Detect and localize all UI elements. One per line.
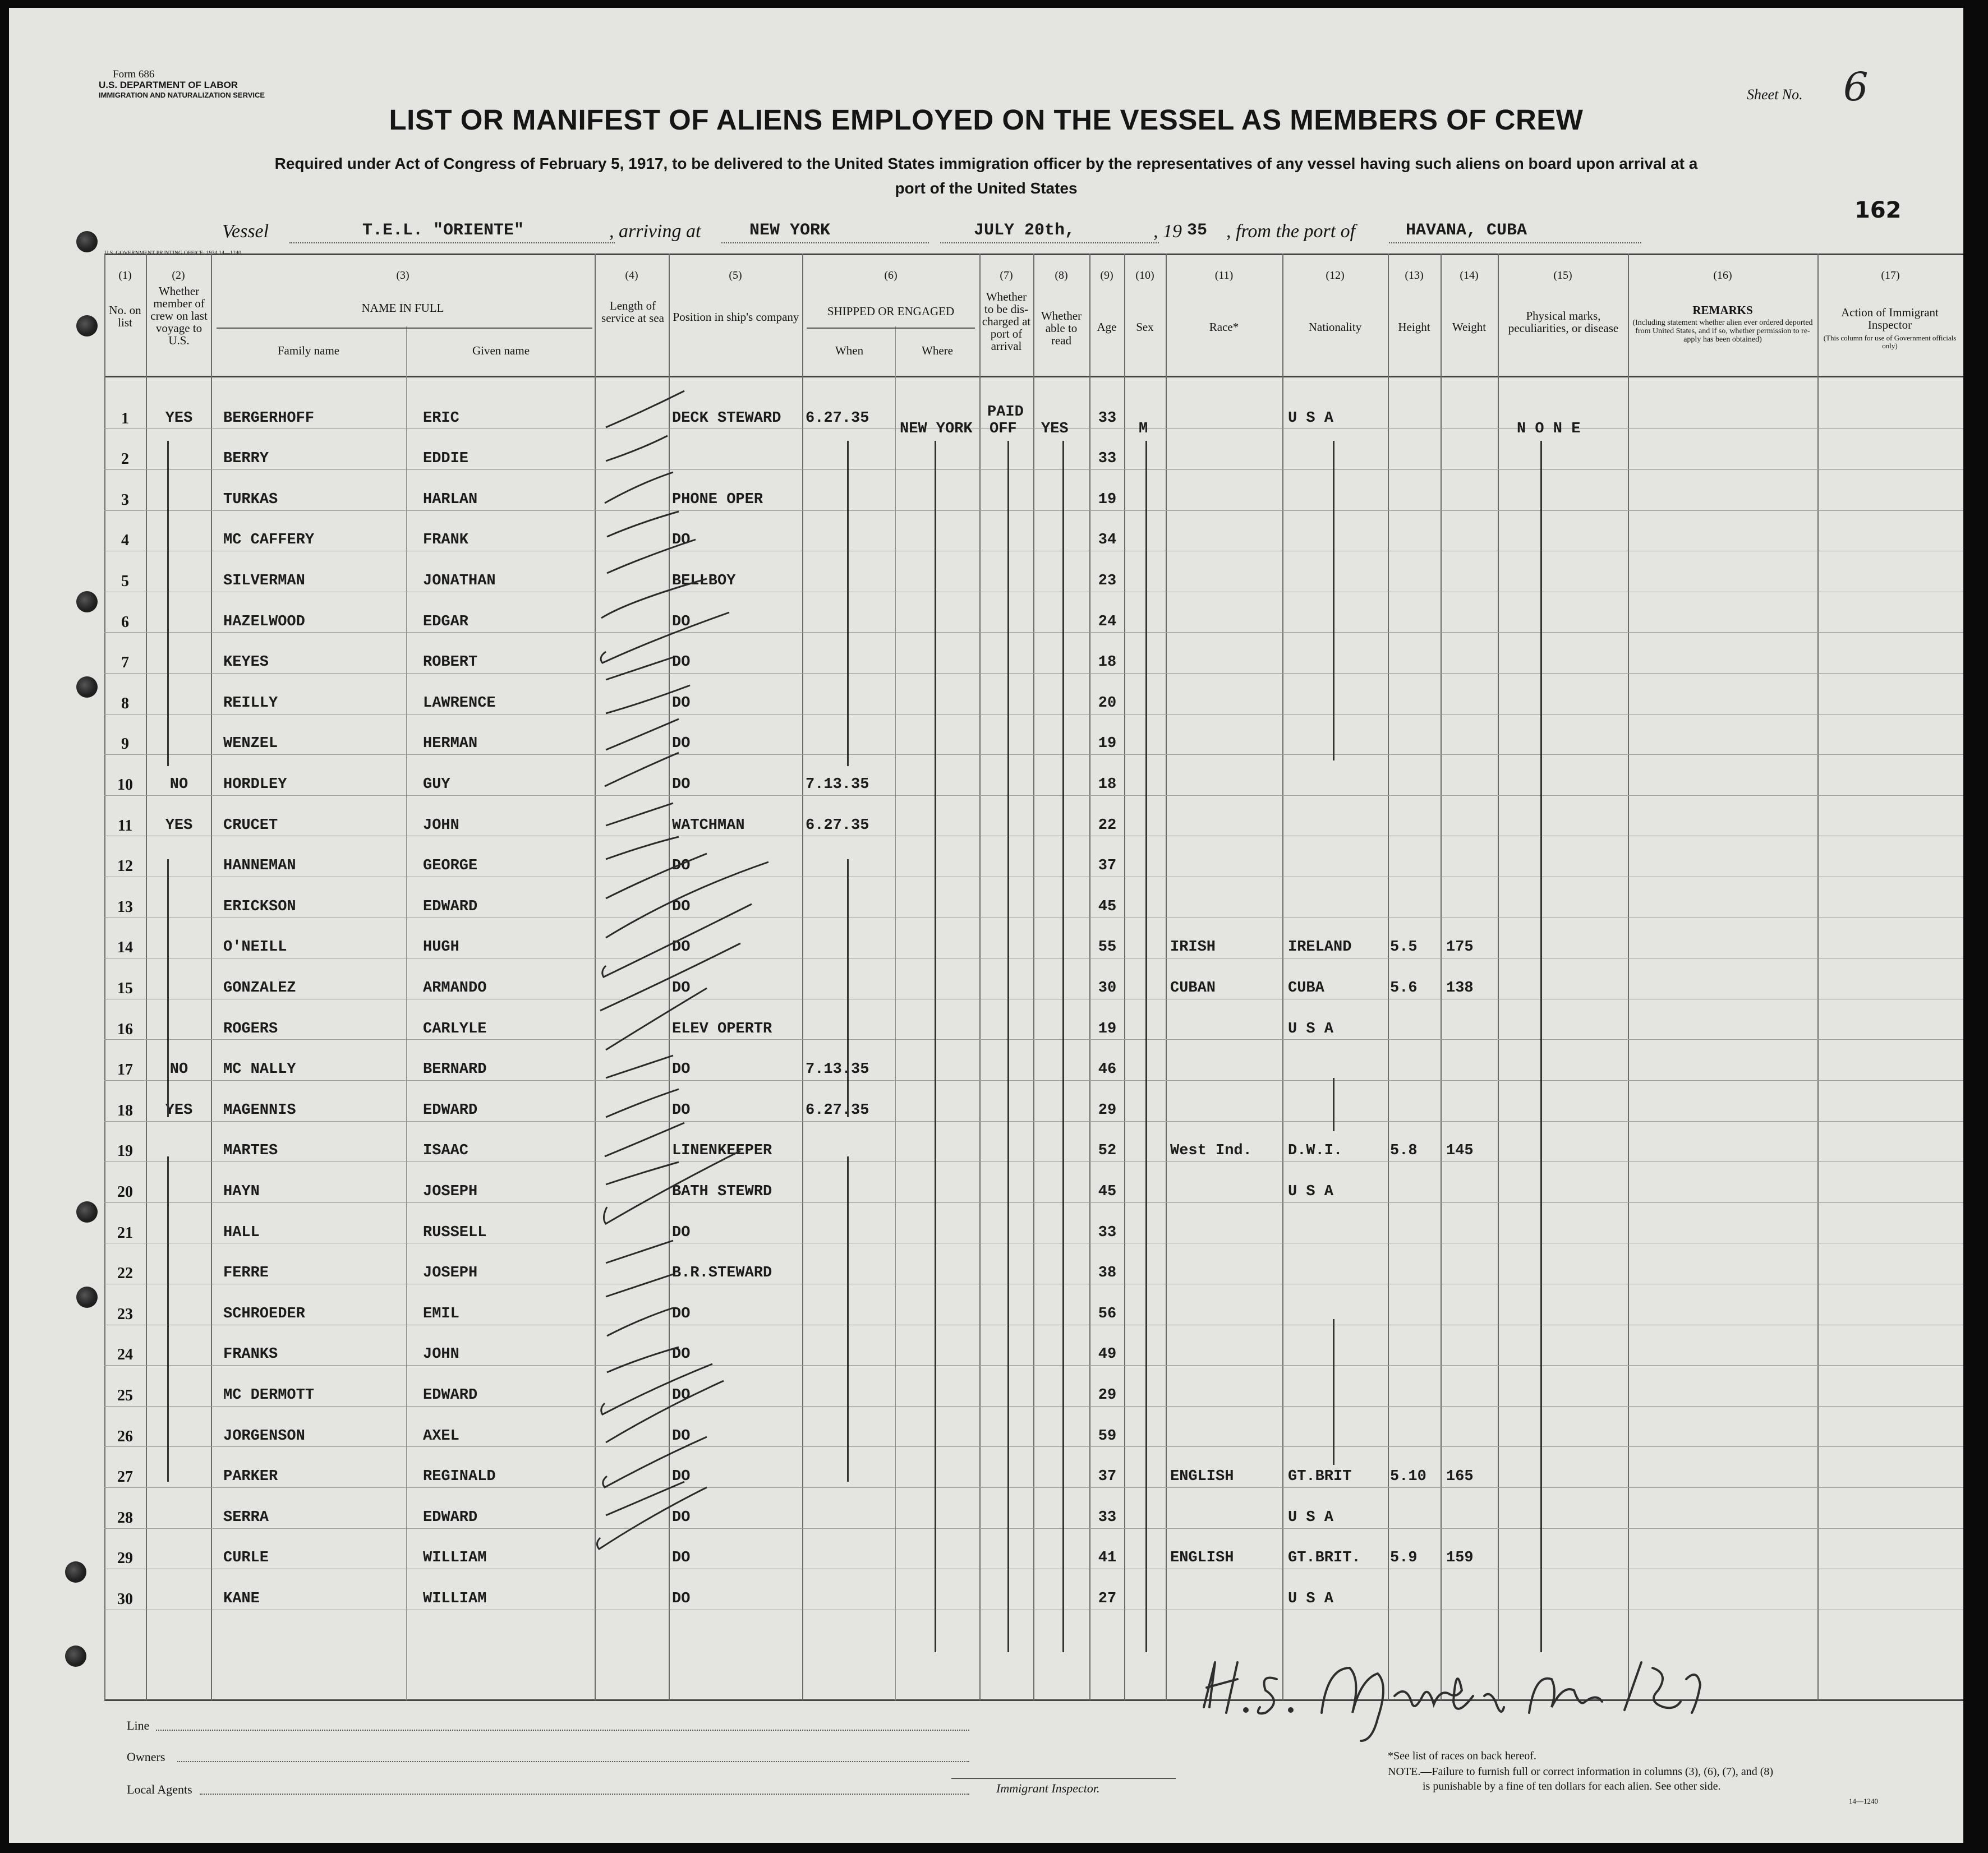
row-12-given: GEORGE [423, 858, 478, 874]
row-1-last: YES [165, 410, 193, 427]
row-20-position: BATH STEWRD [672, 1183, 772, 1200]
row-17-age: 46 [1098, 1061, 1117, 1078]
arriving-label: , arriving at [609, 221, 701, 242]
header-inspector-note: (This column for use of Government officials only) [1823, 334, 1957, 350]
header-height: Height [1398, 320, 1430, 334]
row-20-given: JOSEPH [423, 1183, 478, 1200]
footer-owners-label: Owners [127, 1750, 165, 1764]
footer-race-note: *See list of races on back hereof. [1388, 1750, 1536, 1762]
row-29-height: 5.9 [1390, 1550, 1418, 1566]
row-21-no: 21 [117, 1224, 133, 1242]
row-22-position: B.R.STEWARD [672, 1265, 772, 1282]
row-19-no: 19 [117, 1142, 133, 1160]
row-22-age: 38 [1098, 1265, 1117, 1282]
footer-inspector-label: Immigrant Inspector. [996, 1781, 1100, 1795]
row-5-position: BELLBOY [672, 573, 736, 589]
row-27-position: DO [672, 1468, 691, 1485]
row-16-age: 19 [1098, 1021, 1117, 1038]
row-27-weight: 165 [1446, 1468, 1474, 1485]
row-4-age: 34 [1098, 532, 1117, 548]
row-10-when: 7.13.35 [806, 776, 869, 793]
row-17-family: MC NALLY [223, 1061, 296, 1078]
row-26-position: DO [672, 1428, 691, 1445]
row-21-family: HALL [223, 1224, 260, 1241]
row-17-when: 7.13.35 [806, 1061, 869, 1078]
row-22-family: FERRE [223, 1265, 269, 1282]
header-able-to-read: Whether able to read [1041, 309, 1082, 347]
row-23-age: 56 [1098, 1306, 1117, 1322]
row-11-no: 11 [117, 817, 133, 835]
punch-hole [65, 1561, 86, 1583]
ditto-mark [167, 1156, 169, 1482]
row-15-family: GONZALEZ [223, 980, 296, 997]
row-7-age: 18 [1098, 654, 1117, 671]
row-22-given: JOSEPH [423, 1265, 478, 1282]
row-5-family: SILVERMAN [223, 573, 305, 589]
column-number: (16) [1713, 269, 1732, 282]
row-17-given: BERNARD [423, 1061, 487, 1078]
row-10-age: 18 [1098, 776, 1117, 793]
row-27-no: 27 [117, 1468, 133, 1486]
row-16-position: ELEV OPERTR [672, 1021, 772, 1038]
header-sex: Sex [1136, 320, 1154, 334]
ditto-mark [1540, 441, 1542, 1652]
subtitle-line-1: Required under Act of Congress of February 5, 1917, to be delivered to the United States immigration officer by the representatives of any vessel having such aliens on board upon arrival at a [274, 155, 1698, 172]
row-15-no: 15 [117, 980, 133, 997]
row-30-no: 30 [117, 1591, 133, 1608]
row-25-family: MC DERMOTT [223, 1387, 315, 1404]
column-number: (13) [1405, 269, 1424, 282]
row-1-discharged: OFF [990, 421, 1017, 437]
row-6-given: EDGAR [423, 614, 469, 630]
arrival-port: NEW YORK [749, 221, 831, 240]
row-21-age: 33 [1098, 1224, 1117, 1241]
row-19-family: MARTES [223, 1142, 278, 1159]
header-family-name: Family name [277, 344, 340, 357]
row-7-position: DO [672, 654, 691, 671]
row-15-height: 5.6 [1390, 980, 1418, 997]
row-3-family: TURKAS [223, 491, 278, 508]
row-29-position: DO [672, 1550, 691, 1566]
row-15-position: DO [672, 980, 691, 997]
row-11-when: 6.27.35 [806, 817, 869, 834]
header-where: Where [922, 344, 953, 357]
row-26-given: AXEL [423, 1428, 459, 1445]
column-number: (17) [1881, 269, 1900, 282]
signature-text [1198, 1735, 1204, 1736]
from-port-label: , from the port of [1226, 221, 1356, 242]
row-11-position: WATCHMAN [672, 817, 745, 834]
row-8-position: DO [672, 695, 691, 712]
header-weight: Weight [1452, 320, 1487, 334]
row-13-given: EDWARD [423, 898, 478, 915]
row-14-weight: 175 [1446, 939, 1474, 956]
row-3-given: HARLAN [423, 491, 478, 508]
row-29-weight: 159 [1446, 1550, 1474, 1566]
row-10-family: HORDLEY [223, 776, 287, 793]
department-name: U.S. DEPARTMENT OF LABOR [99, 80, 238, 90]
row-8-no: 8 [121, 695, 129, 712]
row-6-position: DO [672, 614, 691, 630]
vessel-label: Vessel [222, 221, 269, 242]
row-18-position: DO [672, 1102, 691, 1119]
row-3-position: PHONE OPER [672, 491, 763, 508]
row-5-age: 23 [1098, 573, 1117, 589]
row-10-no: 10 [117, 776, 133, 794]
row-2-age: 33 [1098, 450, 1117, 467]
manifest-sheet [9, 8, 1963, 1843]
row-1-given: ERIC [423, 410, 459, 427]
row-9-family: WENZEL [223, 735, 278, 752]
header-physical-marks: Physical marks, peculiarities, or disease [1508, 309, 1619, 335]
row-14-age: 55 [1098, 939, 1117, 956]
row-18-age: 29 [1098, 1102, 1117, 1119]
row-8-family: REILLY [223, 695, 278, 712]
ditto-mark [935, 441, 936, 1652]
row-15-nat: CUBA [1288, 980, 1324, 997]
row-15-age: 30 [1098, 980, 1117, 997]
row-13-no: 13 [117, 898, 133, 916]
row-12-no: 12 [117, 858, 133, 875]
column-number: (4) [625, 269, 638, 282]
service-name: IMMIGRATION AND NATURALIZATION SERVICE [99, 91, 265, 99]
year-prefix: , 19 [1153, 221, 1182, 242]
row-20-age: 45 [1098, 1183, 1117, 1200]
row-22-no: 22 [117, 1265, 133, 1282]
row-27-height: 5.10 [1390, 1468, 1426, 1485]
column-number: (7) [1000, 269, 1013, 282]
row-1-no: 1 [121, 410, 129, 427]
inspector-check-marks [595, 388, 830, 1700]
row-11-family: CRUCET [223, 817, 278, 834]
row-29-race: ENGLISH [1170, 1550, 1234, 1566]
row-18-no: 18 [117, 1102, 133, 1119]
header-last-voyage: Whether member of crew on last voyage to U.S. [150, 284, 208, 347]
column-number: (15) [1553, 269, 1572, 282]
row-30-age: 27 [1098, 1591, 1117, 1607]
row-4-given: FRANK [423, 532, 469, 548]
row-13-age: 45 [1098, 898, 1117, 915]
row-14-given: HUGH [423, 939, 459, 956]
row-9-given: HERMAN [423, 735, 478, 752]
row-5-no: 5 [121, 573, 129, 590]
row-15-weight: 138 [1446, 980, 1474, 997]
row-24-no: 24 [117, 1346, 133, 1363]
header-position: Position in ship's company [673, 310, 799, 324]
row-10-given: GUY [423, 776, 450, 793]
column-number: (14) [1460, 269, 1479, 282]
ditto-mark [847, 441, 849, 766]
row-1-discharged-top: PAID [987, 404, 1024, 421]
row-11-last: YES [165, 817, 193, 834]
row-15-given: ARMANDO [423, 980, 487, 997]
row-10-position: DO [672, 776, 691, 793]
row-25-position: DO [672, 1387, 691, 1404]
row-25-given: EDWARD [423, 1387, 478, 1404]
row-14-no: 14 [117, 939, 133, 956]
footer-note: NOTE.—Failure to furnish full or correct information in columns (3), (6), (7), and (8) [1388, 1766, 1774, 1778]
column-number: (2) [172, 269, 185, 282]
row-1-position: DECK STEWARD [672, 410, 781, 427]
row-12-family: HANNEMAN [223, 858, 296, 874]
form-number: Form 686 [113, 68, 155, 80]
column-number: (8) [1055, 269, 1068, 282]
subtitle-line-2: port of the United States [895, 179, 1078, 197]
footer-form-code: 14—1240 [1849, 1797, 1878, 1805]
row-23-no: 23 [117, 1306, 133, 1323]
row-18-when: 6.27.35 [806, 1102, 869, 1119]
row-23-position: DO [672, 1306, 691, 1322]
row-15-race: CUBAN [1170, 980, 1216, 997]
row-16-no: 16 [117, 1021, 133, 1038]
row-26-age: 59 [1098, 1428, 1117, 1445]
row-19-given: ISAAC [423, 1142, 469, 1159]
header-discharged: Whether to be dis-charged at port of arrival [982, 290, 1031, 353]
punch-hole [76, 591, 98, 612]
row-7-family: KEYES [223, 654, 269, 671]
row-30-position: DO [672, 1591, 691, 1607]
row-24-position: DO [672, 1346, 691, 1363]
row-27-race: ENGLISH [1170, 1468, 1234, 1485]
sheet-number: 6 [1843, 64, 1869, 110]
punch-hole [76, 676, 98, 698]
row-13-position: DO [672, 898, 691, 915]
header-list-number: No. on list [109, 303, 141, 329]
header-shipped-engaged: SHIPPED OR ENGAGED [827, 305, 955, 318]
ditto-mark [167, 441, 169, 766]
ditto-mark [1062, 441, 1064, 1652]
row-24-given: JOHN [423, 1346, 459, 1363]
header-race: Race* [1209, 320, 1239, 334]
inspector-signature-image [1193, 1645, 1720, 1746]
row-3-age: 19 [1098, 491, 1117, 508]
row-14-nat: IRELAND [1288, 939, 1352, 956]
row-9-no: 9 [121, 735, 129, 753]
row-27-family: PARKER [223, 1468, 278, 1485]
row-7-no: 7 [121, 654, 129, 671]
row-14-height: 5.5 [1390, 939, 1418, 956]
row-14-position: DO [672, 939, 691, 956]
row-13-family: ERICKSON [223, 898, 296, 915]
header-when: When [835, 344, 864, 357]
row-24-age: 49 [1098, 1346, 1117, 1363]
sheet-label: Sheet No. [1747, 86, 1803, 103]
row-29-family: CURLE [223, 1550, 269, 1566]
row-23-family: SCHROEDER [223, 1306, 305, 1322]
column-number: (6) [884, 269, 898, 282]
row-20-no: 20 [117, 1183, 133, 1201]
column-number: (10) [1135, 269, 1154, 282]
row-4-position: DO [672, 532, 691, 548]
arrival-date: JULY 20th, [974, 221, 1075, 240]
row-25-age: 29 [1098, 1387, 1117, 1404]
row-4-no: 4 [121, 532, 129, 549]
punch-hole [65, 1645, 86, 1667]
row-29-no: 29 [117, 1550, 133, 1567]
row-29-given: WILLIAM [423, 1550, 487, 1566]
row-16-given: CARLYLE [423, 1021, 487, 1038]
column-number: (9) [1100, 269, 1113, 282]
row-29-age: 41 [1098, 1550, 1117, 1566]
row-18-given: EDWARD [423, 1102, 478, 1119]
ditto-mark [1333, 1319, 1334, 1465]
row-6-age: 24 [1098, 614, 1117, 630]
printing-office: U.S. GOVERNMENT PRINTING OFFICE: 1934 14—1240 [104, 250, 241, 256]
row-1-age: 33 [1098, 410, 1117, 427]
row-19-nat: D.W.I. [1288, 1142, 1343, 1159]
row-16-family: ROGERS [223, 1021, 278, 1038]
row-28-given: EDWARD [423, 1509, 478, 1526]
row-28-position: DO [672, 1509, 691, 1526]
punch-hole [76, 1287, 98, 1308]
row-1-able-to-read: YES [1041, 421, 1069, 437]
row-11-given: JOHN [423, 817, 459, 834]
row-1-sex: M [1139, 421, 1148, 437]
row-7-given: ROBERT [423, 654, 478, 671]
row-30-nat: U S A [1288, 1591, 1334, 1607]
row-1-nat: U S A [1288, 410, 1334, 427]
row-19-race: West Ind. [1170, 1142, 1252, 1159]
ditto-mark [1333, 1078, 1334, 1131]
row-17-position: DO [672, 1061, 691, 1078]
stamp-number: 162 [1854, 197, 1902, 223]
row-28-nat: U S A [1288, 1509, 1334, 1526]
row-8-age: 20 [1098, 695, 1117, 712]
page-title: LIST OR MANIFEST OF ALIENS EMPLOYED ON THE VESSEL AS MEMBERS OF CREW [389, 104, 1584, 136]
row-6-no: 6 [121, 614, 129, 631]
punch-hole [76, 315, 98, 337]
row-20-family: HAYN [223, 1183, 260, 1200]
row-28-family: SERRA [223, 1509, 269, 1526]
header-remarks: REMARKS [1692, 303, 1753, 317]
row-9-age: 19 [1098, 735, 1117, 752]
row-19-age: 52 [1098, 1142, 1117, 1159]
row-18-last: YES [165, 1102, 193, 1119]
row-20-nat: U S A [1288, 1183, 1334, 1200]
row-3-no: 3 [121, 491, 129, 509]
ditto-mark [1333, 441, 1334, 760]
header-nationality: Nationality [1308, 320, 1362, 334]
row-4-family: MC CAFFERY [223, 532, 315, 548]
row-2-given: EDDIE [423, 450, 469, 467]
row-1-where: NEW YORK [900, 421, 973, 437]
header-remarks-note: (Including statement whether alien ever ordered deported from United States, and if so, whether permission to re-apply has been obtained) [1632, 319, 1813, 344]
row-19-height: 5.8 [1390, 1142, 1418, 1159]
row-9-position: DO [672, 735, 691, 752]
row-1-when: 6.27.35 [806, 410, 869, 427]
row-19-position: LINENKEEPER [672, 1142, 772, 1159]
column-number: (11) [1214, 269, 1234, 282]
row-2-family: BERRY [223, 450, 269, 467]
row-30-family: KANE [223, 1591, 260, 1607]
arrival-year: 35 [1187, 221, 1208, 240]
ditto-mark [1145, 441, 1147, 1652]
row-6-family: HAZELWOOD [223, 614, 305, 630]
row-10-last: NO [169, 776, 188, 793]
row-19-weight: 145 [1446, 1142, 1474, 1159]
punch-hole [76, 231, 98, 252]
ditto-mark [847, 859, 849, 1117]
row-28-no: 28 [117, 1509, 133, 1527]
row-24-family: FRANKS [223, 1346, 278, 1363]
column-number: (5) [729, 269, 742, 282]
row-11-age: 22 [1098, 817, 1117, 834]
row-17-no: 17 [117, 1061, 133, 1078]
row-23-given: EMIL [423, 1306, 459, 1322]
row-29-nat: GT.BRIT. [1288, 1550, 1361, 1566]
row-17-last: NO [169, 1061, 188, 1078]
header-inspector-action: Action of Immigrant Inspector [1841, 306, 1939, 331]
header-given-name: Given name [472, 344, 530, 357]
row-18-family: MAGENNIS [223, 1102, 296, 1119]
crew-table [104, 253, 1963, 1700]
row-27-age: 37 [1098, 1468, 1117, 1485]
row-16-nat: U S A [1288, 1021, 1334, 1038]
row-1-family: BERGERHOFF [223, 410, 315, 427]
column-number: (3) [396, 269, 409, 282]
row-21-position: DO [672, 1224, 691, 1241]
row-28-age: 33 [1098, 1509, 1117, 1526]
row-14-race: IRISH [1170, 939, 1216, 956]
row-12-position: DO [672, 858, 691, 874]
header-length-of-service: Length of service at sea [601, 299, 664, 325]
row-30-given: WILLIAM [423, 1591, 487, 1607]
ditto-mark [1007, 441, 1009, 1652]
row-25-no: 25 [117, 1387, 133, 1404]
row-12-age: 37 [1098, 858, 1117, 874]
column-number: (1) [118, 269, 132, 282]
header-age: Age [1097, 320, 1117, 334]
footer-agents-label: Local Agents [127, 1782, 192, 1796]
footer-note-2: is punishable by a fine of ten dollars for each alien. See other side. [1423, 1780, 1721, 1792]
ditto-mark [847, 1156, 849, 1482]
row-21-given: RUSSELL [423, 1224, 487, 1241]
row-1-physical-marks: N O N E [1517, 421, 1581, 437]
column-number: (12) [1326, 269, 1345, 282]
footer-line-label: Line [127, 1718, 150, 1732]
ditto-mark [167, 859, 169, 1117]
row-26-no: 26 [117, 1428, 133, 1445]
row-14-family: O'NEILL [223, 939, 287, 956]
row-26-family: JORGENSON [223, 1428, 305, 1445]
header-name-in-full: NAME IN FULL [361, 301, 444, 315]
row-2-no: 2 [121, 450, 129, 468]
row-5-given: JONATHAN [423, 573, 496, 589]
punch-hole [76, 1201, 98, 1223]
row-27-nat: GT.BRIT [1288, 1468, 1352, 1485]
vessel-name: T.E.L. "ORIENTE" [362, 221, 524, 240]
row-27-given: REGINALD [423, 1468, 496, 1485]
departure-port: HAVANA, CUBA [1406, 221, 1527, 240]
row-8-given: LAWRENCE [423, 695, 496, 712]
